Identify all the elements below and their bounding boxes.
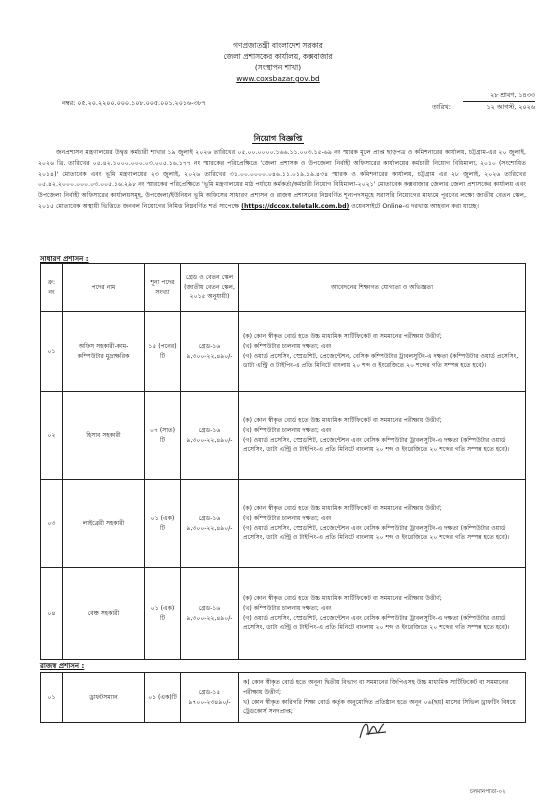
qualification-item: (গ) ওয়ার্ড প্রসেসিং, স্প্রেডশিট, প্রেজেন্টেশন এবং বেসিক কম্পিউটার ট্রাবলসুটিং-এ দক্ষতা (কম্পিউটার ওয়ার্ড প্রসেসিং, ডাটা এন্ট্রি ও টাইপিং-এ প্রতি মিনিটে বাংলায় ২০ শব্দ ও ইংরেজিতে ২০ শব্দের গতি সম্পন্ন হতে হবে)। (243, 524, 510, 542)
cell-vacancy: ০১ (এক) টি (145, 480, 181, 568)
qualification-item: (খ) কম্পিউটার চালনায় দক্ষতা; এবং (243, 514, 332, 522)
cell-vacancy: ০১ (এক)টি (145, 673, 181, 723)
cell-serial: ০৪ (41, 568, 63, 660)
cell-vacancy: ১৫ (পনের) টি (145, 312, 181, 392)
date-block (463, 90, 535, 113)
general-admin-table (40, 263, 526, 660)
table-row (41, 392, 526, 480)
cell-qualification (239, 568, 526, 660)
cell-serial: ০২ (41, 392, 63, 480)
continuation-note: চলমানপাতা-০২ (470, 789, 506, 795)
signature-mark (356, 712, 390, 746)
qualification-item: (খ) কম্পিউটার চালনায় দক্ষতা; এবং (243, 426, 332, 434)
qualification-item: (গ) ওয়ার্ড প্রসেসিং, স্প্রেডশিট, প্রেজেন্টেশন, বেসিক কম্পিউটার ট্রাবলসুটিং-এ দক্ষতা (কম্পিউটার ওয়ার্ড প্রসেসিং, ডাটা এন্ট্রি ও টাইপিং-এ প্রতি মিনিটে বাংলায় ২০ শব্দ ও ইংরেজিতে ২০ শব্দের গতি সম্পন্ন হতে হবে)। (243, 352, 519, 370)
qualification-item: (ক) কোন স্বীকৃত বোর্ড হতে উচ্চ মাধ্যমিক সার্টিফিকেট বা সমমানের পরীক্ষায় উত্তীর্ণ; (243, 417, 442, 425)
table-row (41, 568, 526, 660)
qualification-item: (খ) কম্পিউটার চালনায় দক্ষতা; এবং (243, 342, 332, 350)
date-bangla: ২৮ শ্রাবণ, ১৪৩৩ (463, 90, 535, 102)
cell-serial: ০১ (41, 312, 63, 392)
qualification-item: (ক) কোন স্বীকৃত বোর্ড হতে উচ্চ মাধ্যমিক সার্টিফিকেট বা সমমানের পরীক্ষায় উত্তীর্ণ; (243, 595, 442, 603)
cell-grade: গ্রেড-১৬ ৯,৩০০-২২,৪৯০/- (181, 312, 239, 392)
website-link[interactable]: www.coxsbazar.gov.bd (236, 74, 320, 83)
table-row (41, 673, 526, 723)
header-qualification: আবেদনের শিক্ষাগত যোগ্যতা ও অভিজ্ঞতা (239, 264, 526, 312)
date-label: তারিখ: (432, 103, 451, 111)
cell-post: ড্রাফটসম্যান (63, 673, 145, 723)
qualification-item: ক) কোন স্বীকৃত বোর্ড হতে অনূন্য দ্বিতীয় বিভাগ বা সমমানের জিপিএসহ উচ্চ মাধ্যমিক সার্টিফিকেট বা সমমানের পরীক্ষায় উত্তীর্ণ; (243, 679, 509, 696)
cell-post: অফিস সহকারী-কাম-কম্পিউটার মুদ্রাক্ষরিক (63, 312, 145, 392)
date-english: ১২ আগস্ট, ২০২৬ (486, 103, 535, 111)
cell-post: হিসাব সহকারী (63, 392, 145, 480)
section-general-title: সাধারণ প্রশাসন : (40, 255, 89, 263)
cell-serial: ০১ (41, 673, 63, 723)
header-post: পদের নাম (63, 264, 145, 312)
table-header-row (41, 264, 526, 312)
cell-qualification (239, 312, 526, 392)
table-row (41, 312, 526, 392)
table-row (41, 480, 526, 568)
cell-grade: গ্রেড-১৬ ৯,৩০০-২২,৪৯০/- (181, 480, 239, 568)
memo-number: নম্বর: ০৫.২০.২২০০.০০০.১০৮.০০৫.০০১.২০১৬-৩৮৭ (62, 99, 206, 107)
letterhead (0, 40, 556, 84)
body-text-end: ওয়েবসাইটে Online-এ দরখাস্ত আহবান করা যাচ্ছে। (349, 202, 479, 210)
cell-qualification (239, 480, 526, 568)
branch-name: (সংস্থাপন শাখা) (254, 63, 302, 72)
cell-serial: ০৩ (41, 480, 63, 568)
cell-post: বেঞ্চ সহকারী (63, 568, 145, 660)
qualification-item: (গ) ওয়ার্ড প্রসেসিং, স্প্রেডশিট, প্রেজেন্টেশন এবং বেসিক কম্পিউটার ট্রাবলসুটিং-এ দক্ষতা (কম্পিউটার ওয়ার্ড প্রসেসিং, ডাটা এন্ট্রি ও টাইপিং-এ প্রতি মিনিটে বাংলায় ২০ শব্দ ও ইংরেজিতে ২০ শব্দের গতি সম্পন্ন হতে হবে)। (243, 436, 510, 454)
qualification-item: খ) কোন স্বীকৃত কারিগরি শিক্ষা বোর্ড কর্তৃক অনুমোদিত প্রতিষ্ঠান হতে অনূন ০৬(ছয়) মাসের সিভিল ড্রাফটিং বিষয়ে ট্রেডকোর্স সনদপ্রাপ্ত; (243, 698, 516, 716)
notice-title: নিয়োগ বিজ্ঞপ্তি (253, 134, 303, 143)
header-grade: গ্রেড ও বেতন স্কেল (জাতীয় বেতন স্কেল, ২০১৫ অনুযায়ী) (181, 264, 239, 312)
cell-post: লাইব্রেরী সহকারী (63, 480, 145, 568)
notice-body (38, 148, 526, 213)
header-vacancy: শূন্য পদের সংখ্যা (145, 264, 181, 312)
qualification-item: (গ) ওয়ার্ড প্রসেসিং, স্প্রেডশিট, প্রেজেন্টেশন এবং বেসিক কম্পিউটার ট্রাবলসুটিং-এ দক্ষতা (কম্পিউটার ওয়ার্ড প্রসেসিং, ডাটা এন্ট্রি ও টাইপিং-এ প্রতি মিনিটে বাংলায় ২০ শব্দ ও ইংরেজিতে ২০ শব্দের গতি সম্পন্ন হতে হবে)। (243, 614, 510, 632)
notice-title-wrap (0, 126, 556, 146)
cell-qualification (239, 392, 526, 480)
cell-vacancy: ০১ (এক) টি (145, 568, 181, 660)
qualification-item: (ক) কোন স্বীকৃত বোর্ড হতে উচ্চ মাধ্যমিক সার্টিফিকেট বা সমমানের পরীক্ষায় উত্তীর্ণ; (243, 333, 442, 341)
section-revenue-title: রাজস্ব প্রশাসন : (40, 662, 85, 670)
cell-grade: গ্রেড-১৬ ৯,৩০০-২২,৪৯০/- (181, 568, 239, 660)
qualification-item: (খ) কম্পিউটার চালনায় দক্ষতা; এবং (243, 604, 332, 612)
cell-vacancy: ০৭ (সাত) টি (145, 392, 181, 480)
application-link[interactable]: (https://dccox.teletalk.com.bd) (241, 202, 350, 210)
office-name: জেলা প্রশাসকের কার্যালয়, কক্সবাজার (223, 52, 333, 61)
revenue-table-body (41, 673, 526, 723)
general-table-body (41, 312, 526, 660)
cell-grade: গ্রেড-১৫ ৯৭০০-২৩৪৯০/- (181, 673, 239, 723)
revenue-admin-table (40, 672, 526, 723)
header-serial: ক্র: নং (41, 264, 63, 312)
govt-name: গণপ্রজাতন্ত্রী বাংলাদেশ সরকার (233, 41, 323, 50)
qualification-item: (ক) কোন স্বীকৃত বোর্ড হতে উচ্চ মাধ্যমিক সার্টিফিকেট বা সমমানের পরীক্ষায় উত্তীর্ণ; (243, 505, 442, 513)
body-text: জনপ্রশাসন মন্ত্রণালয়ের উদ্বৃত্ত কর্মচারী শাখার ১৯ জুলাই ২০২৬ তারিখের ০৫.০০.০০০০.১৬৬.১১.০০৩.১৫-৬৯ নং স্মারক মূলে প্রাপ্ত ছাড়পত্র ও কমিশনারের কার্যালয়, চট্টগ্রাম-এর ২০ জুলাই, ২০২৬ খ্রি. তারিখের ০৫.৪২.১০০০.০০০.০৩.০০৫.১৬.১৭৭ নং স্মারকের পরিপ্রেক্ষিতে 'জেলা প্রশাসক ও উপজেলা নির্বাহী অফিসারের কার্যালয়ের কর্মচারী নিয়োগ বিধিমালা, ২০১০ (সংশোধিত ২০১৪)' মোতাবেক এবং ভূমি মন্ত্রণালয়ের ২৩ জুলাই, ২০২৬ তারিখের ৩১.০০.০০০০.০৪৬.১১.০১৯.১৯.৪৩৪ স্মারক ও কমিশনারের কার্যালয়, চট্টগ্রাম এর ২৮ জুলাই, ২০২৬ তারিখের ০৫.৪২.২০০০.০০০.০৩.০০৫.১৬.২৯৮ নং স্মারকের পরিপ্রেক্ষিতে 'ভূমি মন্ত্রণালয়ের মাঠ পর্যায়ে কর্মকর্তা/কর্মচারী নিয়োগ বিধিমালা-২০২১' মোতাবেক কক্সবাজার জেলার জেলা প্রশাসকের কার্যালয় এবং উপজেলা নির্বাহী অফিসারের কার্যালয়সমূহ, উপজেলা/ইউনিয়ন ভূমি অফিসের সাধারণ প্রশাসন ও রাজস্ব প্রশাসনের নিম্নবর্ণিত শূন্যপদসমূহে সরাসরি নিয়োগের মাধ্যমে পূরণের লক্ষ্যে জাতীয় বেতন স্কেল, ২০১৫ মোতাবেক অস্থায়ী ভিত্তিতে জনবল নিয়োগের নিমিত্ত নিম্নবর্ণিত শর্ত সাপেক্ষে (38, 149, 526, 210)
cell-grade: গ্রেড-১৬ ৯,৩০০-২২,৪৯০/- (181, 392, 239, 480)
